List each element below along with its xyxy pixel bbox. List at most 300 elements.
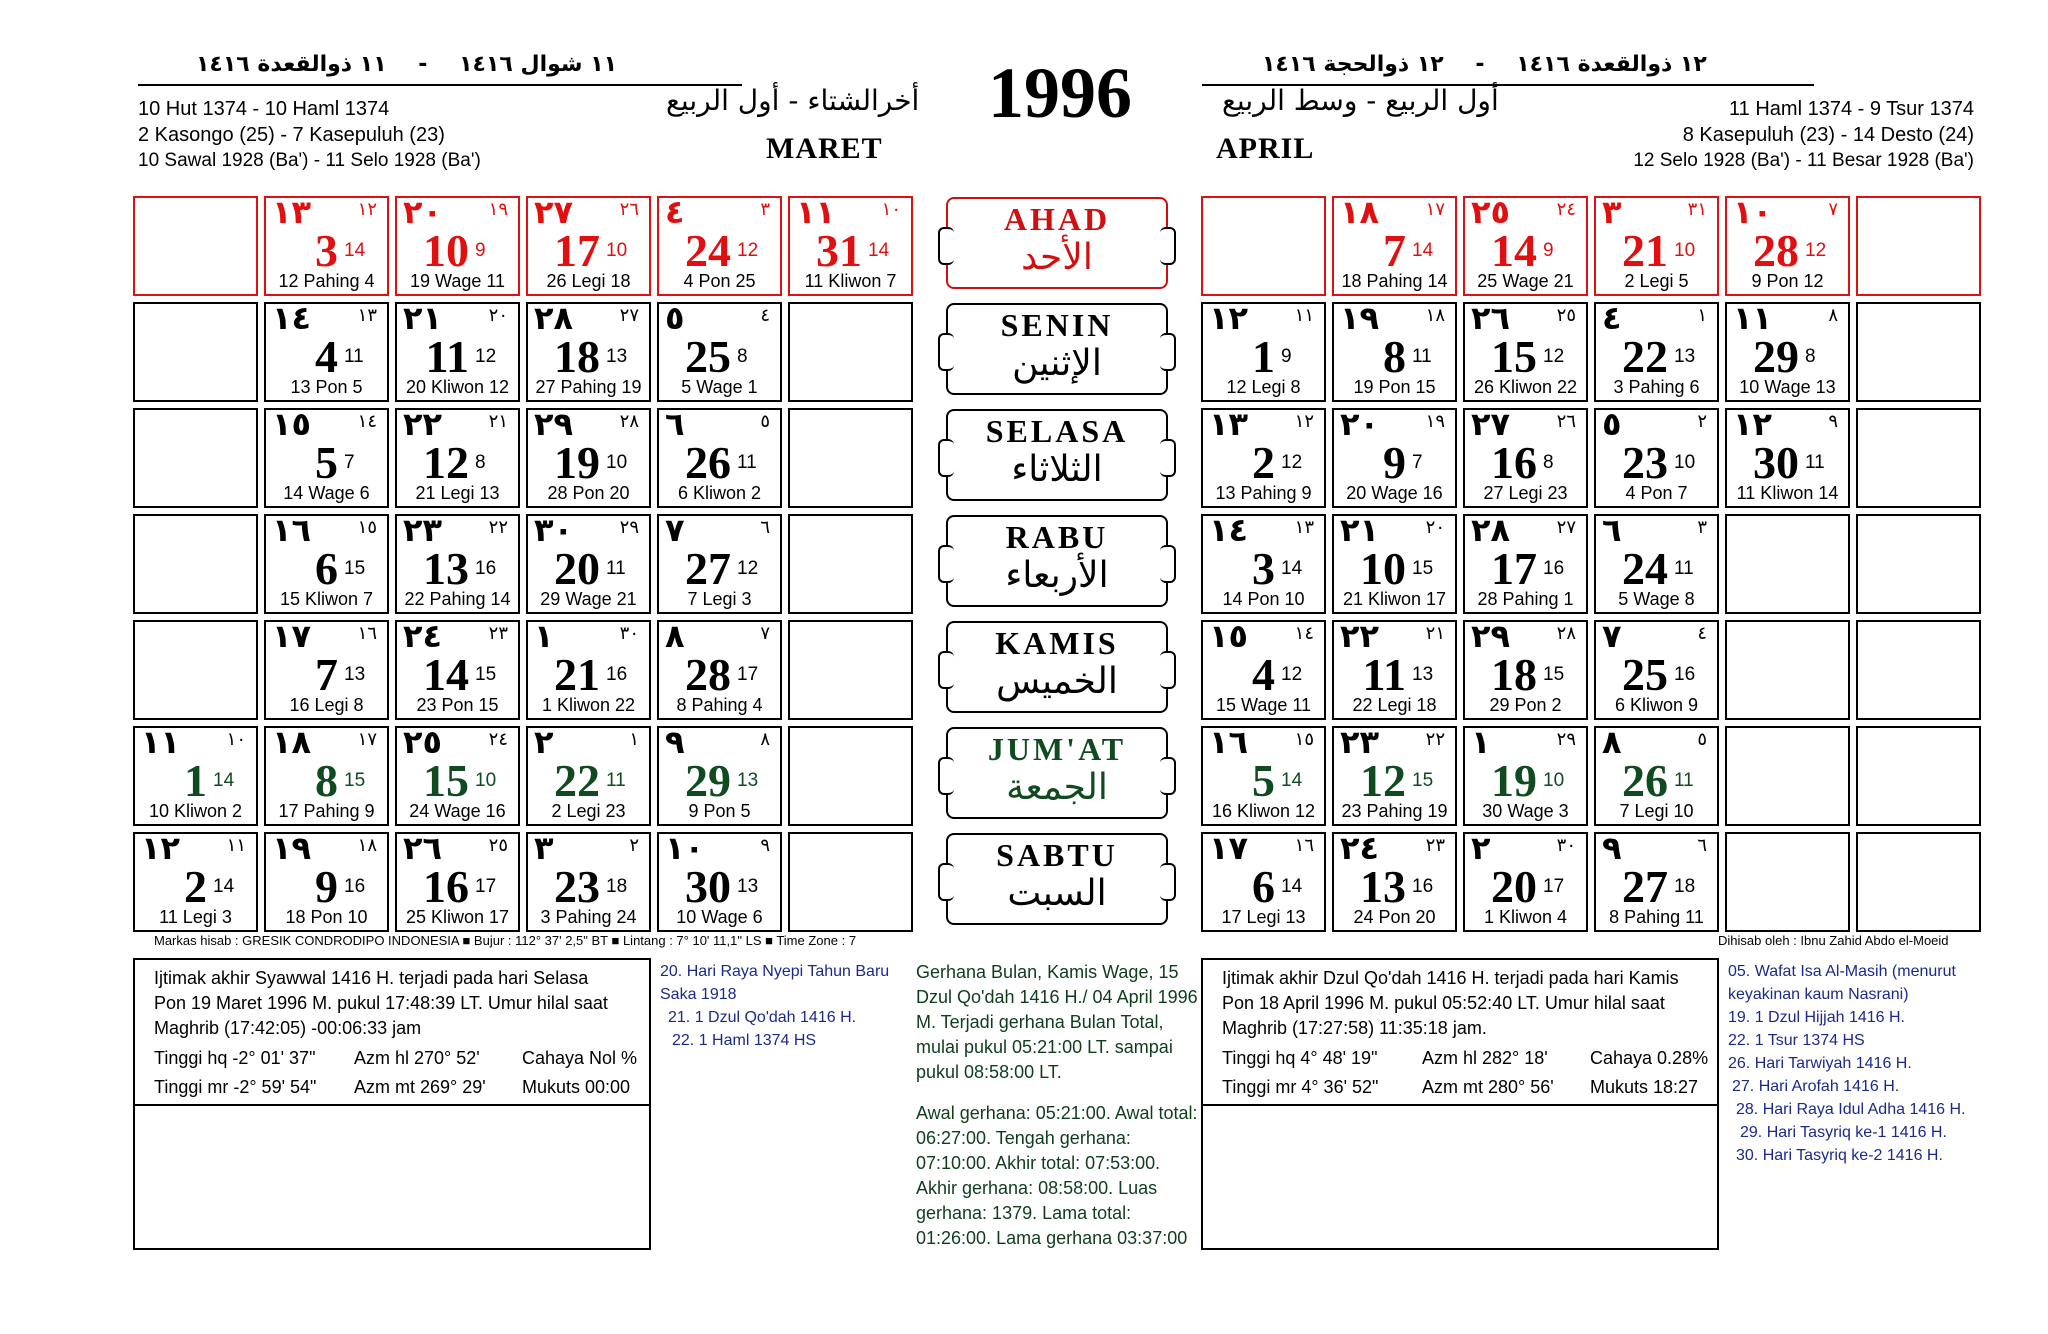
hijri-day: ٢٦ [403, 829, 443, 867]
april-empty-cell [1856, 514, 1981, 614]
march-empty-cell [788, 832, 913, 932]
solar-day: 15 [475, 664, 497, 685]
solar-day: 13 [737, 770, 759, 791]
hijri-day-alt: ٣١ [1687, 199, 1707, 220]
april-day-cell [1332, 829, 1457, 932]
hijri-day-alt: ٢٦ [1556, 411, 1576, 432]
gregorian-day: 20 [1491, 861, 1537, 912]
april-day-cell [1594, 405, 1719, 508]
gregorian-day: 2 [1252, 437, 1275, 488]
march-day-cell [395, 299, 520, 402]
hijri-day: ١١ [141, 723, 181, 761]
march-hijri-range [196, 52, 617, 77]
hijri-day-alt: ٩ [1828, 411, 1838, 432]
weekday-latin: AHAD [1003, 201, 1111, 237]
march-calendar-grid [133, 193, 913, 932]
gregorian-day: 6 [315, 543, 338, 594]
pasaran-day: 15 Kliwon 7 [279, 589, 374, 609]
hijri-day-alt: ٢٠ [488, 305, 508, 326]
solar-day: 12 [1281, 452, 1303, 473]
gregorian-day: 20 [554, 543, 600, 594]
hijri-day: ٢٠ [403, 193, 443, 231]
march-day-cell [526, 511, 651, 614]
gregorian-day: 7 [315, 649, 338, 700]
weekday-label [942, 511, 1172, 611]
april-empty-cell [1856, 620, 1981, 720]
hijri-day: ٢٧ [1471, 405, 1511, 443]
hijri-day-alt: ٢٢ [1425, 729, 1445, 750]
gregorian-day: 26 [685, 437, 731, 488]
march-day-cell [526, 723, 651, 826]
solar-day: 11 [606, 558, 626, 579]
hijri-day: ١٥ [1209, 617, 1249, 655]
solar-day: 16 [1543, 558, 1565, 579]
march-hijri-end: ١١ شوال ١٤١٦ [459, 52, 618, 77]
solar-day: 7 [1412, 452, 1423, 473]
pasaran-day: 27 Legi 23 [1483, 483, 1568, 503]
gregorian-day: 22 [554, 755, 600, 806]
solar-day: 18 [606, 876, 628, 897]
solar-day: 16 [1674, 664, 1696, 685]
april-day-cell [1463, 511, 1588, 614]
hijri-day-alt: ٦ [1697, 835, 1707, 856]
april-day-cell [1463, 723, 1588, 826]
april-day-cell [1332, 617, 1457, 720]
solar-day: 14 [213, 770, 235, 791]
gregorian-day: 16 [1491, 437, 1537, 488]
hijri-day: ١١ [1733, 299, 1773, 337]
weekday-label [942, 405, 1172, 505]
hijri-day-alt: ١ [1697, 305, 1707, 326]
april-azm-mt: Azm mt 280° 56' [1422, 1077, 1554, 1097]
april-day-cell [1201, 299, 1326, 402]
solar-day: 14 [1281, 558, 1303, 579]
pasaran-day: 26 Legi 18 [546, 271, 631, 291]
hijri-day: ١٦ [1209, 723, 1249, 761]
hijri-day: ١٠ [665, 829, 705, 867]
march-tinggi-mr: Tinggi mr -2° 59' 54" [154, 1077, 317, 1097]
hijri-day-alt: ١٦ [1294, 835, 1314, 856]
gregorian-day: 15 [1491, 331, 1537, 382]
gregorian-day: 13 [1360, 861, 1406, 912]
gregorian-day: 7 [1383, 225, 1406, 276]
hijri-day: ٩ [665, 723, 685, 761]
hijri-day: ٤ [665, 193, 685, 231]
hijri-day: ١٣ [1209, 405, 1249, 443]
april-note-item: 30. Hari Tasyriq ke-2 1416 H. [1736, 1147, 1943, 1164]
pasaran-day: 18 Pon 10 [285, 907, 368, 927]
april-note-item: 22. 1 Tsur 1374 HS [1728, 1032, 1865, 1049]
gregorian-day: 30 [1753, 437, 1799, 488]
april-tinggi-hq: Tinggi hq 4° 48' 19" [1222, 1048, 1378, 1068]
pasaran-day: 7 Legi 3 [687, 589, 752, 609]
april-mukuts: Mukuts 18:27 [1590, 1077, 1699, 1097]
hijri-day-alt: ١٣ [357, 305, 377, 326]
hijri-day: ١٠ [1733, 193, 1773, 231]
march-azm-mt: Azm mt 269° 29' [354, 1077, 486, 1097]
hijri-day: ١٨ [272, 723, 312, 761]
march-ijtimak-text: Ijtimak akhir Syawwal 1416 H. terjadi pada hari Selasa Pon 19 Maret 1996 M. pukul 17:48:39 LT. Umur hilal saat Maghrib (17:42:05) -00:06:33 jam [154, 968, 608, 1038]
march-day-cell [657, 723, 782, 826]
hijri-day: ٢٢ [1340, 617, 1380, 655]
march-day-cell [395, 511, 520, 614]
april-saka-range: 12 Selo 1928 (Ba') - 11 Besar 1928 (Ba') [1633, 150, 1974, 171]
pasaran-day: 17 Pahing 9 [278, 801, 375, 821]
hijri-day: ١٨ [1340, 193, 1380, 231]
gregorian-day: 10 [423, 225, 469, 276]
hijri-day-alt: ٣ [760, 199, 770, 220]
hijri-day-alt: ٢٠ [1425, 517, 1445, 538]
april-info [1633, 96, 1974, 174]
april-day-cell [1463, 829, 1588, 932]
pasaran-day: 9 Pon 12 [1751, 271, 1824, 291]
hijri-day-alt: ٤ [1697, 623, 1707, 644]
march-day-cell [788, 193, 913, 296]
gregorian-day: 5 [1252, 755, 1275, 806]
pasaran-day: 28 Pon 20 [547, 483, 630, 503]
hijri-day: ١ [534, 617, 554, 655]
gregorian-day: 2 [184, 861, 207, 912]
march-info [138, 96, 481, 174]
hijri-day-alt: ١٩ [488, 199, 508, 220]
solar-day: 14 [1281, 770, 1303, 791]
hijri-day-alt: ٢٧ [619, 305, 639, 326]
april-day-cell [1201, 829, 1326, 932]
march-ijtimak-divider [133, 1104, 651, 1106]
hijri-day: ٢٥ [403, 723, 443, 761]
hijri-day: ١٧ [1209, 829, 1249, 867]
gregorian-day: 21 [554, 649, 600, 700]
hijri-day: ٢٦ [1471, 299, 1511, 337]
pasaran-day: 10 Wage 13 [1739, 377, 1836, 397]
april-note-item: 26. Hari Tarwiyah 1416 H. [1728, 1055, 1912, 1072]
pasaran-day: 29 Pon 2 [1489, 695, 1562, 715]
hijri-day: ٨ [665, 617, 685, 655]
april-hijri-end: ١٢ ذوالقعدة ١٤١٦ [1516, 52, 1707, 77]
solar-day: 13 [344, 664, 366, 685]
april-empty-cell [1856, 408, 1981, 508]
april-note-item: 05. Wafat Isa Al-Masih (menurut keyakinan kaum Nasrani) [1728, 963, 1956, 1003]
pasaran-day: 3 Pahing 24 [540, 907, 637, 927]
solar-day: 11 [1805, 452, 1825, 473]
march-day-cell [264, 511, 389, 614]
pasaran-day: 10 Wage 6 [676, 907, 763, 927]
hijri-day: ١٦ [272, 511, 312, 549]
gregorian-day: 23 [1622, 437, 1668, 488]
march-empty-cell [133, 514, 258, 614]
solar-day: 7 [344, 452, 355, 473]
pasaran-day: 12 Legi 8 [1226, 377, 1301, 397]
eclipse-details: Awal gerhana: 05:21:00. Awal total: 06:27:00. Tengah gerhana: 07:10:00. Akhir total: 07:53:00. Akhir gerhana: 08:58:00. Luas gerhana: 1379. Lama total: 01:26:00. Lama gerhana 03:37:00 [916, 1103, 1198, 1248]
gregorian-day: 1 [1252, 331, 1275, 382]
pasaran-day: 20 Kliwon 12 [405, 377, 510, 397]
hijri-day-alt: ١٧ [1425, 199, 1445, 220]
march-day-cell [657, 299, 782, 402]
april-empty-cell [1725, 620, 1850, 720]
solar-day: 12 [475, 346, 497, 367]
march-day-cell [133, 723, 258, 826]
april-note-item: 19. 1 Dzul Hijjah 1416 H. [1728, 1009, 1905, 1026]
hijri-day-alt: ٢٥ [488, 835, 508, 856]
gregorian-day: 14 [423, 649, 469, 700]
solar-day: 9 [1543, 240, 1554, 261]
weekday-label [942, 829, 1172, 929]
pasaran-day: 7 Legi 10 [1619, 801, 1694, 821]
solar-day: 15 [1412, 558, 1434, 579]
april-day-cell [1332, 193, 1457, 296]
solar-day: 15 [1543, 664, 1565, 685]
hijri-day: ٢٨ [534, 299, 574, 337]
hijri-day-alt: ١٨ [357, 835, 377, 856]
april-note-item: 29. Hari Tasyriq ke-1 1416 H. [1740, 1124, 1947, 1141]
gregorian-day: 24 [1622, 543, 1668, 594]
march-day-cell [526, 405, 651, 508]
april-empty-cell [1725, 726, 1850, 826]
hijri-day-alt: ٢٥ [1556, 305, 1576, 326]
gregorian-day: 9 [315, 861, 338, 912]
april-empty-cell [1856, 302, 1981, 402]
gregorian-day: 8 [315, 755, 338, 806]
hijri-day: ١٢ [1209, 299, 1249, 337]
solar-day: 10 [1674, 240, 1696, 261]
march-day-cell [133, 829, 258, 932]
gregorian-day: 16 [423, 861, 469, 912]
april-solar-range: 11 Haml 1374 - 9 Tsur 1374 [1729, 98, 1974, 120]
hijri-day-alt: ٢٢ [488, 517, 508, 538]
gregorian-day: 27 [1622, 861, 1668, 912]
hijri-day-alt: ١٩ [1425, 411, 1445, 432]
weekday-latin: RABU [1005, 519, 1109, 555]
april-hijri-range [1262, 52, 1707, 77]
hijri-day-alt: ٨ [1828, 305, 1838, 326]
hijri-day-alt: ٢ [1697, 411, 1707, 432]
hijri-day: ١٧ [272, 617, 312, 655]
solar-day: 10 [475, 770, 497, 791]
gregorian-day: 29 [1753, 331, 1799, 382]
hijri-day-alt: ٨ [760, 729, 770, 750]
march-empty-cell [788, 514, 913, 614]
solar-day: 13 [737, 876, 759, 897]
march-hijri-sep: - [418, 52, 428, 77]
hijri-day: ٥ [665, 299, 685, 337]
april-day-cell [1201, 723, 1326, 826]
gregorian-day: 28 [1753, 225, 1799, 276]
hijri-day: ٣ [534, 829, 554, 867]
april-day-cell [1725, 405, 1850, 508]
march-day-cell [395, 617, 520, 720]
april-empty-cell [1725, 514, 1850, 614]
hijri-day-alt: ١٠ [226, 729, 246, 750]
gregorian-day: 3 [315, 225, 338, 276]
pasaran-day: 11 Kliwon 7 [804, 271, 897, 291]
april-day-cell [1594, 723, 1719, 826]
april-day-cell [1201, 511, 1326, 614]
hijri-day: ٢١ [403, 299, 443, 337]
march-javanese-range: 2 Kasongo (25) - 7 Kasepuluh (23) [138, 124, 445, 146]
solar-day: 16 [344, 876, 366, 897]
march-day-cell [395, 193, 520, 296]
april-notes [1728, 960, 1974, 1167]
gregorian-day: 12 [423, 437, 469, 488]
hijri-day-alt: ١٦ [357, 623, 377, 644]
hijri-day-alt: ١٨ [1425, 305, 1445, 326]
hisab-author: Dihisab oleh : Ibnu Zahid Abdo el-Moeid [1718, 933, 1949, 948]
hijri-day-alt: ٣٠ [619, 623, 639, 644]
march-season: أخرالشتاء - أول الربيع [666, 84, 920, 117]
gregorian-day: 4 [315, 331, 338, 382]
hijri-day-alt: ١٥ [1294, 729, 1314, 750]
hijri-day-alt: ١١ [226, 835, 246, 856]
gregorian-day: 14 [1491, 225, 1537, 276]
hijri-day: ٢ [1471, 829, 1491, 867]
hijri-day-alt: ٧ [1828, 199, 1838, 220]
pasaran-day: 11 Legi 3 [159, 907, 232, 927]
pasaran-day: 1 Kliwon 4 [1483, 907, 1568, 927]
march-mukuts: Mukuts 00:00 [522, 1077, 631, 1097]
solar-day: 9 [1281, 346, 1292, 367]
solar-day: 18 [1674, 876, 1696, 897]
solar-day: 8 [1805, 346, 1816, 367]
march-day-cell [264, 193, 389, 296]
hijri-day: ١٣ [272, 193, 312, 231]
pasaran-day: 14 Pon 10 [1222, 589, 1305, 609]
pasaran-day: 24 Wage 16 [409, 801, 506, 821]
march-day-cell [264, 299, 389, 402]
hijri-day: ١٩ [1340, 299, 1380, 337]
pasaran-day: 16 Legi 8 [289, 695, 364, 715]
march-day-cell [657, 617, 782, 720]
hijri-day-alt: ٢٩ [1556, 729, 1576, 750]
hijri-day-alt: ٢٨ [619, 411, 639, 432]
gregorian-day: 24 [685, 225, 731, 276]
eclipse-info [916, 960, 1198, 1250]
hijri-day-alt: ٦ [760, 517, 770, 538]
solar-day: 16 [475, 558, 497, 579]
pasaran-day: 9 Pon 5 [688, 801, 751, 821]
pasaran-day: 23 Pon 15 [416, 695, 499, 715]
solar-day: 13 [606, 346, 628, 367]
hijri-day-alt: ٢٧ [1556, 517, 1576, 538]
pasaran-day: 16 Kliwon 12 [1211, 801, 1316, 821]
pasaran-day: 2 Legi 5 [1624, 271, 1689, 291]
pasaran-day: 13 Pahing 9 [1215, 483, 1312, 503]
april-day-cell [1594, 511, 1719, 614]
march-notes [660, 960, 890, 1052]
march-cahaya: Cahaya Nol % [522, 1048, 638, 1068]
april-tinggi-mr: Tinggi mr 4° 36' 52" [1222, 1077, 1379, 1097]
hijri-day-alt: ١٢ [1294, 411, 1314, 432]
pasaran-day: 29 Wage 21 [540, 589, 637, 609]
hijri-day-alt: ١٥ [357, 517, 377, 538]
march-note-item: 22. 1 Haml 1374 HS [672, 1032, 817, 1049]
weekday-arabic: الأحد [1021, 237, 1093, 278]
pasaran-day: 4 Pon 7 [1625, 483, 1688, 503]
april-ijtimak-text: Ijtimak akhir Dzul Qo'dah 1416 H. terjadi pada hari Kamis Pon 18 April 1996 M. pukul 05:52:40 LT. Umur hilal saat Maghrib (17:27:58) 11:35:18 jam. [1222, 968, 1679, 1038]
pasaran-day: 5 Wage 1 [681, 377, 758, 397]
april-note-item: 27. Hari Arofah 1416 H. [1732, 1078, 1900, 1095]
april-day-cell [1594, 617, 1719, 720]
gregorian-day: 11 [1362, 649, 1406, 700]
hijri-day-alt: ١٧ [357, 729, 377, 750]
april-day-cell [1201, 405, 1326, 508]
solar-day: 11 [1674, 770, 1694, 791]
march-note-item: 21. 1 Dzul Qo'dah 1416 H. [668, 1009, 857, 1026]
april-azm-hl: Azm hl 282° 18' [1422, 1048, 1548, 1068]
april-empty-cell [1856, 726, 1981, 826]
weekday-latin: SENIN [1000, 307, 1114, 343]
pasaran-day: 8 Pahing 11 [1609, 907, 1704, 927]
march-month-name: MARET [766, 132, 883, 165]
april-day-cell [1463, 193, 1588, 296]
pasaran-day: 15 Wage 11 [1215, 695, 1312, 715]
hijri-day-alt: ٧ [760, 623, 770, 644]
solar-day: 11 [1674, 558, 1694, 579]
pasaran-day: 18 Pahing 14 [1341, 271, 1448, 291]
gregorian-day: 21 [1622, 225, 1668, 276]
april-day-cell [1332, 405, 1457, 508]
weekday-latin: JUM'AT [987, 731, 1127, 767]
march-empty-cell [133, 408, 258, 508]
solar-day: 11 [737, 452, 757, 473]
march-note-item: 20. Hari Raya Nyepi Tahun Baru Saka 1918 [660, 963, 890, 1003]
march-empty-cell [133, 302, 258, 402]
gregorian-day: 6 [1252, 861, 1275, 912]
gregorian-day: 13 [423, 543, 469, 594]
hijri-day: ١٤ [272, 299, 312, 337]
april-day-cell [1463, 617, 1588, 720]
pasaran-day: 1 Kliwon 22 [541, 695, 636, 715]
pasaran-day: 22 Pahing 14 [404, 589, 511, 609]
hijri-day-alt: ٢ [629, 835, 639, 856]
solar-day: 15 [344, 558, 366, 579]
april-day-cell [1725, 193, 1850, 296]
hijri-day-alt: ٥ [1697, 729, 1707, 750]
march-azm-hl: Azm hl 270° 52' [354, 1048, 480, 1068]
solar-day: 12 [737, 558, 759, 579]
march-day-cell [657, 829, 782, 932]
weekday-arabic: الأربعاء [1005, 555, 1109, 596]
march-day-cell [657, 511, 782, 614]
pasaran-day: 25 Wage 21 [1477, 271, 1574, 291]
april-hijri-sep: - [1475, 52, 1485, 77]
gregorian-day: 28 [685, 649, 731, 700]
march-day-cell [657, 193, 782, 296]
hijri-day: ١٢ [141, 829, 181, 867]
pasaran-day: 4 Pon 25 [683, 271, 756, 291]
gregorian-day: 10 [1360, 543, 1406, 594]
hijri-day-alt: ٢٦ [619, 199, 639, 220]
hijri-day: ٢٤ [403, 617, 443, 655]
weekday-arabic: الإثنين [1012, 343, 1102, 384]
solar-day: 14 [1412, 240, 1434, 261]
hijri-day: ١ [1471, 723, 1491, 761]
weekday-arabic: الخميس [996, 661, 1118, 702]
markas-hisab: Markas hisab : GRESIK CONDRODIPO INDONESIA ■ Bujur : 112° 37' 2,5" BT ■ Lintang : 7° 10' 11,1" LS ■ Time Zone : 7 [154, 933, 857, 948]
march-day-cell [264, 829, 389, 932]
gregorian-day: 5 [315, 437, 338, 488]
pasaran-day: 14 Wage 6 [283, 483, 370, 503]
march-day-cell [526, 193, 651, 296]
april-day-cell [1332, 299, 1457, 402]
march-empty-cell [788, 620, 913, 720]
april-empty-cell [1856, 832, 1981, 932]
solar-day: 14 [1281, 876, 1303, 897]
weekday-label [942, 723, 1172, 823]
april-day-cell [1332, 723, 1457, 826]
april-day-cell [1463, 405, 1588, 508]
weekday-label [942, 193, 1172, 293]
hijri-day: ٨ [1602, 723, 1622, 761]
